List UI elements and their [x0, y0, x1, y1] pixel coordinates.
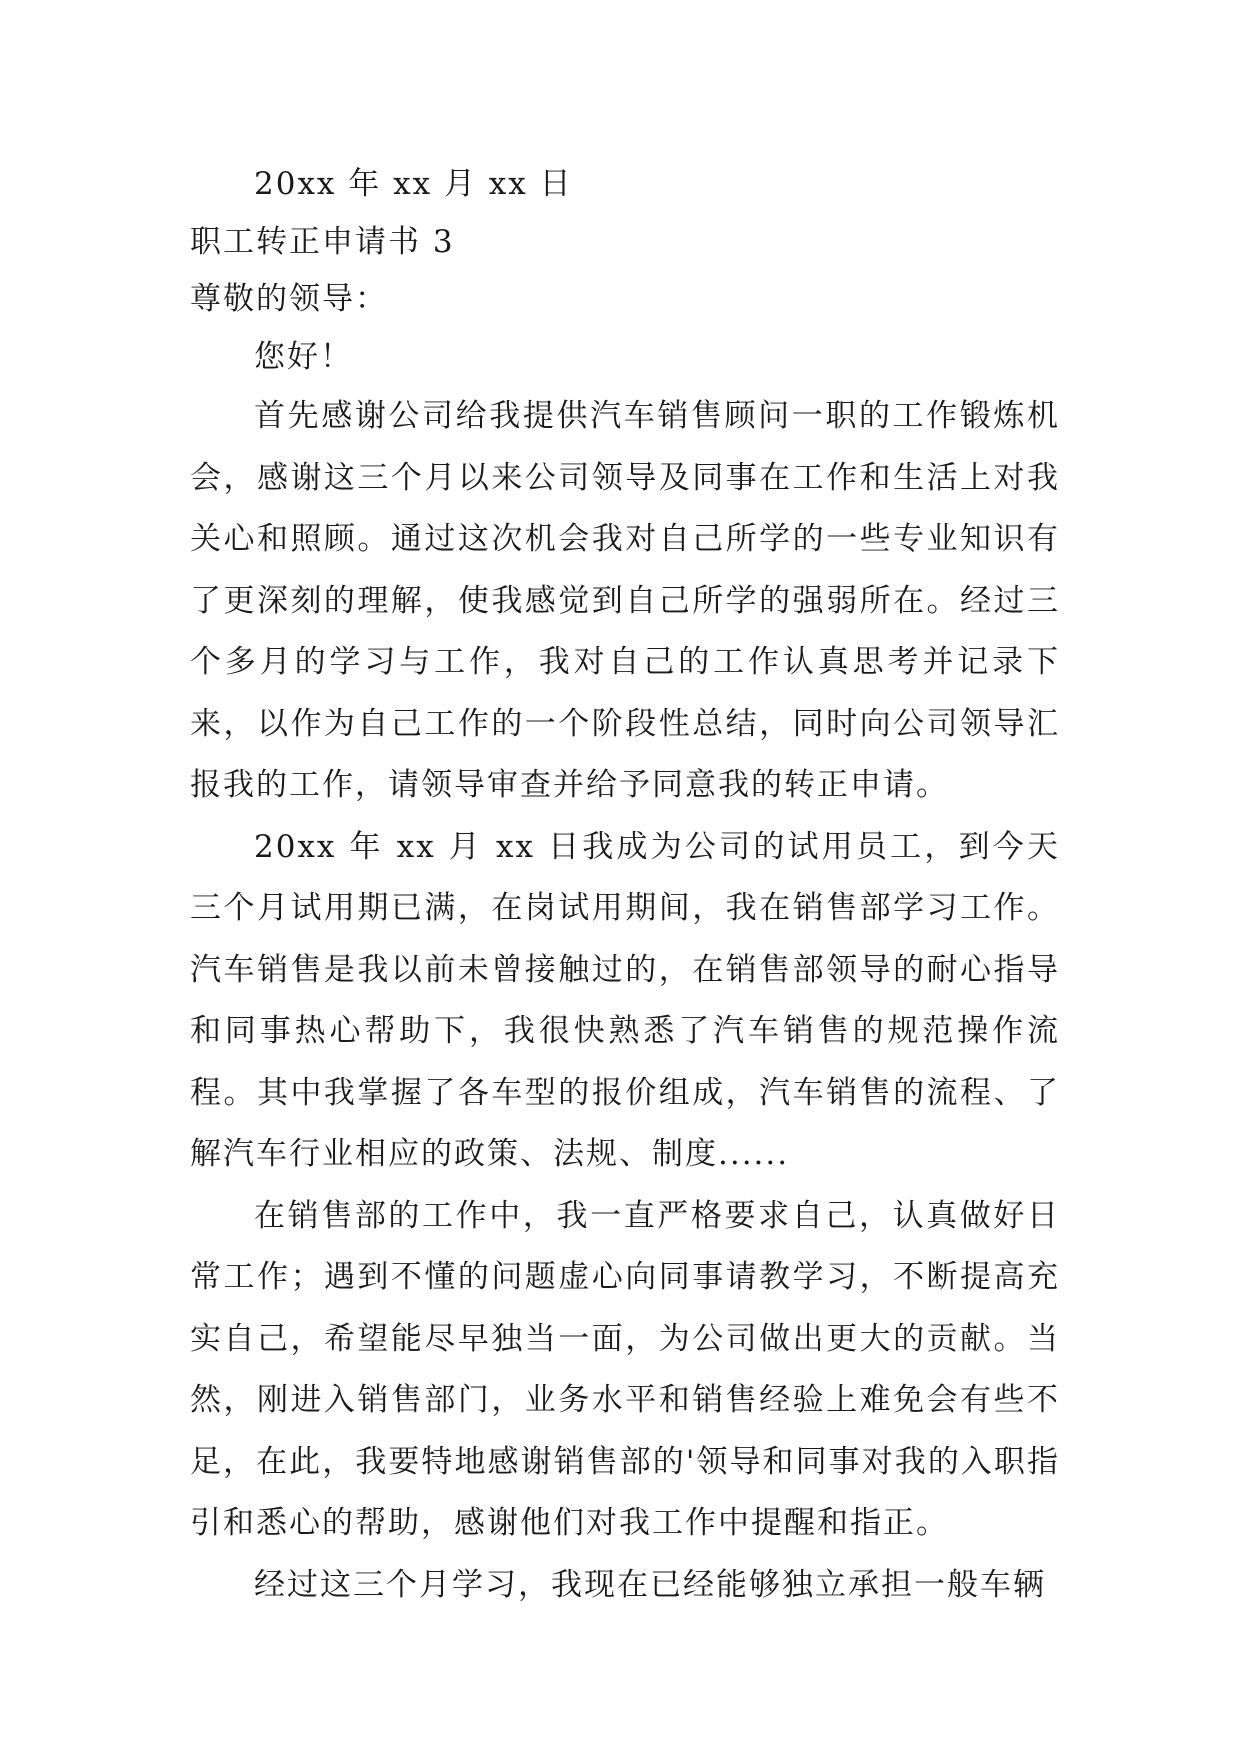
paragraph-4: 经过这三个月学习，我现在已经能够独立承担一般车辆 — [254, 1566, 1046, 1603]
paragraph-1: 首先感谢公司给我提供汽车销售顾问一职的工作锻炼机会，感谢这三个月以来公司领导及同事在工作和生活上对我关心和照顾。通过这次机会我对自己所学的一些专业知识有了更深刻的理解，使我感觉到自己所学的强弱所在。经过三个多月的学习与工作，我对自己的工作认真思考并记录下来，以作为自己工作的一个阶段性总结，同时向公司领导汇报我的工作，请领导审查并给予同意我的转正申请。 — [190, 398, 1060, 803]
document-body — [190, 156, 1060, 1616]
document-title: 职工转正申请书 3 — [190, 223, 455, 260]
paragraph-2: 20xx 年 xx 月 xx 日我成为公司的试用员工，到今天三个月试用期已满，在岗试用期间，我在销售部学习工作。汽车销售是我以前未曾接触过的，在销售部领导的耐心指导和同事热心帮助下，我很快熟悉了汽车销售的规范操作流程。其中我掌握了各车型的报价组成，汽车销售的流程、了解汽车行业相应的政策、法规、制度...... — [190, 828, 1060, 1172]
paragraph-3: 在销售部的工作中，我一直严格要求自己，认真做好日常工作；遇到不懂的问题虚心向同事请教学习，不断提高充实自己，希望能尽早独当一面，为公司做出更大的贡献。当然，刚进入销售部门，业务水平和销售经验上难免会有些不足，在此，我要特地感谢销售部的'领导和同事对我的入职指引和悉心的帮助，感谢他们对我工作中提醒和指正。 — [190, 1197, 1060, 1541]
salutation: 尊敬的领导： — [190, 281, 388, 317]
greeting: 您好！ — [254, 338, 353, 375]
date-line: 20xx 年 xx 月 xx 日 — [254, 166, 573, 202]
